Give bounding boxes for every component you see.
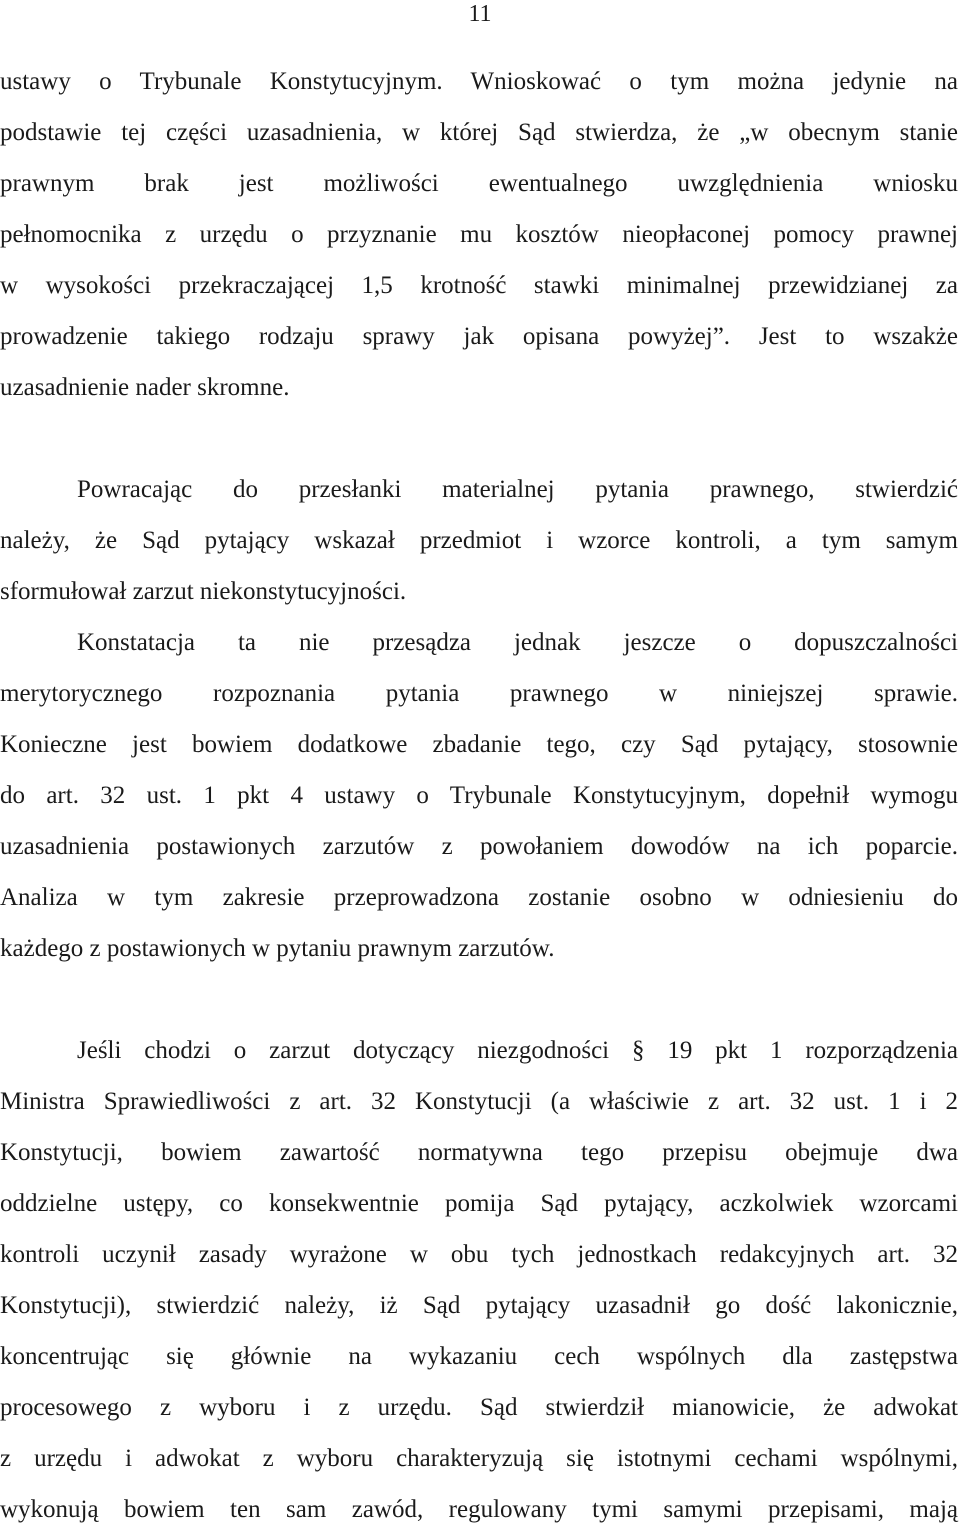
- text-line: pełnomocnika z urzędu o przyznanie mu kosztów nieopłaconej pomocy prawnej: [0, 221, 958, 248]
- text-line: Powracając do przesłanki materialnej pytania prawnego, stwierdzić: [77, 476, 958, 503]
- text-line: Konieczne jest bowiem dodatkowe zbadanie tego, czy Sąd pytający, stosownie: [0, 731, 958, 758]
- paragraph-4: [0, 1025, 958, 1535]
- text-line: procesowego z wyboru i z urzędu. Sąd stwierdził mianowicie, że adwokat: [0, 1394, 958, 1421]
- text-line: Konstytucji, bowiem zawartość normatywna tego przepisu obejmuje dwa: [0, 1139, 958, 1166]
- paragraph-1: [0, 56, 958, 413]
- text-line: koncentrując się głównie na wykazaniu cech wspólnych dla zastępstwa: [0, 1343, 958, 1370]
- text-line: wykonują bowiem ten sam zawód, regulowany tymi samymi przepisami, mają: [0, 1496, 958, 1523]
- document-body: [0, 56, 958, 1535]
- paragraph-spacer: [0, 974, 958, 1025]
- text-line: kontroli uczynił zasady wyrażone w obu tych jednostkach redakcyjnych art. 32: [0, 1241, 958, 1268]
- text-line: uzasadnienie nader skromne.: [0, 374, 290, 401]
- text-line: Konstytucji), stwierdzić należy, iż Sąd pytający uzasadnił go dość lakonicznie,: [0, 1292, 958, 1319]
- text-line: prawnym brak jest możliwości ewentualnego uwzględnienia wniosku: [0, 170, 958, 197]
- text-line: do art. 32 ust. 1 pkt 4 ustawy o Trybunale Konstytucyjnym, dopełnił wymogu: [0, 782, 958, 809]
- paragraph-3: [0, 617, 958, 974]
- text-line: każdego z postawionych w pytaniu prawnym zarzutów.: [0, 935, 555, 962]
- text-line: Jeśli chodzi o zarzut dotyczący niezgodności § 19 pkt 1 rozporządzenia: [77, 1037, 958, 1064]
- text-line: Ministra Sprawiedliwości z art. 32 Konstytucji (a właściwie z art. 32 ust. 1 i 2: [0, 1088, 958, 1115]
- text-line: ustawy o Trybunale Konstytucyjnym. Wnioskować o tym można jedynie na: [0, 68, 958, 95]
- text-line: prowadzenie takiego rodzaju sprawy jak opisana powyżej”. Jest to wszakże: [0, 323, 958, 350]
- paragraph-2: [0, 464, 958, 617]
- page-number: 11: [468, 1, 492, 27]
- text-line: oddzielne ustępy, co konsekwentnie pomija Sąd pytający, aczkolwiek wzorcami: [0, 1190, 958, 1217]
- text-line: z urzędu i adwokat z wyboru charakteryzują się istotnymi cechami wspólnymi,: [0, 1445, 958, 1472]
- text-line: Konstatacja ta nie przesądza jednak jeszcze o dopuszczalności: [77, 629, 958, 656]
- text-line: sformułował zarzut niekonstytucyjności.: [0, 578, 407, 605]
- text-line: podstawie tej części uzasadnienia, w której Sąd stwierdza, że „w obecnym stanie: [0, 119, 958, 146]
- text-line: uzasadnienia postawionych zarzutów z powołaniem dowodów na ich poparcie.: [0, 833, 958, 860]
- paragraph-spacer: [0, 413, 958, 464]
- text-line: należy, że Sąd pytający wskazał przedmiot i wzorce kontroli, a tym samym: [0, 527, 958, 554]
- text-line: w wysokości przekraczającej 1,5 krotność stawki minimalnej przewidzianej za: [0, 272, 958, 299]
- text-line: Analiza w tym zakresie przeprowadzona zostanie osobno w odniesieniu do: [0, 884, 958, 911]
- text-line: merytorycznego rozpoznania pytania prawnego w niniejszej sprawie.: [0, 680, 958, 707]
